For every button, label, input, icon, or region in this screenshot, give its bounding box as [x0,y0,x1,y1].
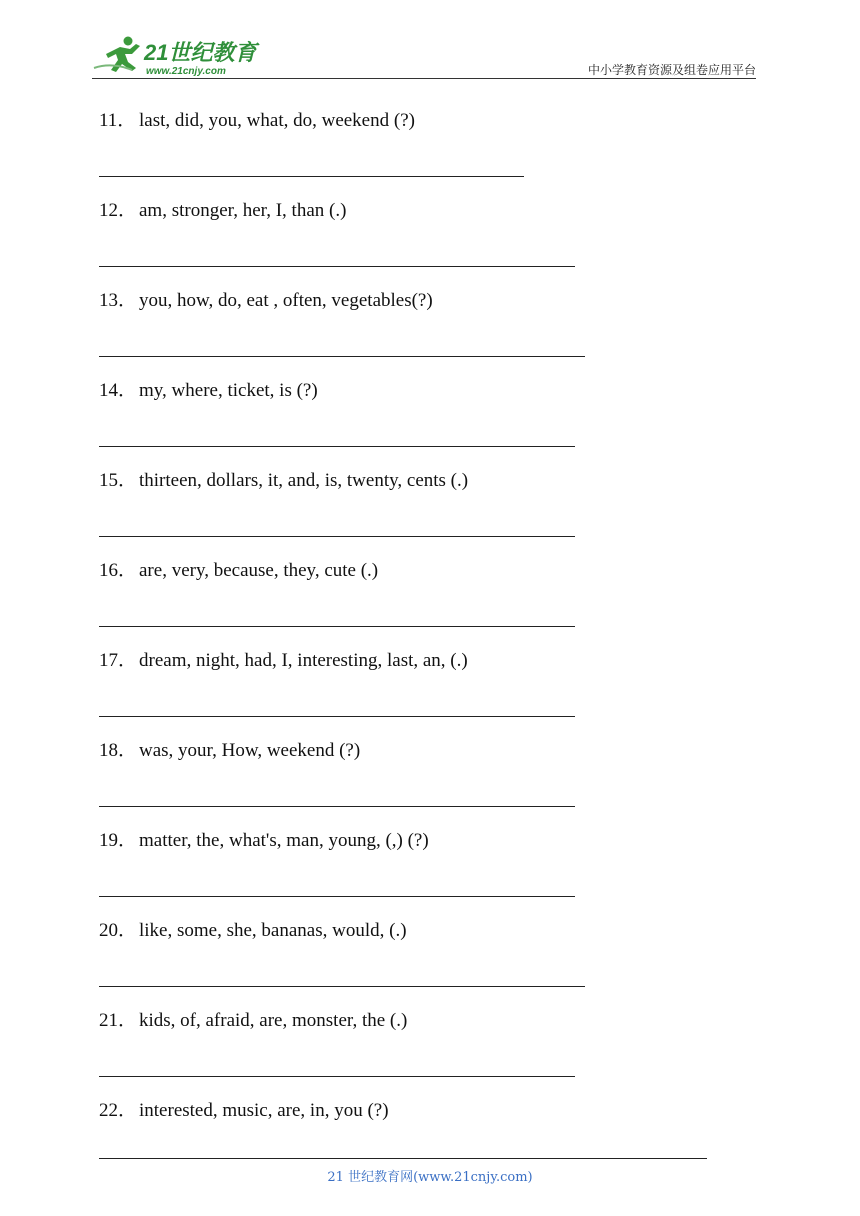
question-15 [99,470,468,492]
question-12 [99,200,346,222]
question-number: 22． [99,1100,138,1121]
page-header [92,34,756,80]
question-number: 21． [99,1010,138,1031]
question-11 [99,110,415,132]
question-number: 12． [99,200,138,221]
question-19 [99,830,429,852]
question-20 [99,920,407,942]
question-text: you, how, do, eat , often, vegetables(?) [139,290,433,311]
answer-line-13[interactable] [99,356,585,357]
question-16 [99,560,378,582]
answer-line-11[interactable] [99,176,524,177]
question-number: 17． [99,650,138,671]
question-number: 11． [99,110,137,131]
question-text: my, where, ticket, is (?) [139,380,318,401]
answer-line-15[interactable] [99,536,575,537]
question-13 [99,290,433,312]
question-number: 19． [99,830,138,851]
question-text: like, some, she, bananas, would, (.) [139,920,407,941]
question-number: 16． [99,560,138,581]
header-tagline: 中小学教育资源及组卷应用平台 [587,63,756,77]
question-number: 20． [99,920,138,941]
question-17 [99,650,468,672]
question-number: 14． [99,380,138,401]
question-22 [99,1100,389,1122]
answer-line-21[interactable] [99,1076,575,1077]
question-18 [99,740,360,762]
answer-line-17[interactable] [99,716,575,717]
question-number: 13． [99,290,138,311]
answer-line-16[interactable] [99,626,575,627]
question-text: was, your, How, weekend (?) [139,740,361,761]
question-text: dream, night, had, I, interesting, last, an, (.) [139,650,468,671]
question-14 [99,380,318,402]
footer-divider [99,1158,707,1159]
answer-line-12[interactable] [99,266,575,267]
question-21 [99,1010,407,1032]
question-text: matter, the, what's, man, young, (,) (?) [139,830,429,851]
header-divider [92,78,756,79]
logo-21cnjy [92,34,262,78]
question-text: am, stronger, her, I, than (.) [139,200,347,221]
answer-line-19[interactable] [99,896,575,897]
question-text: interested, music, are, in, you (?) [139,1100,389,1121]
logo-text: 21世纪教育 [144,40,257,65]
question-number: 15． [99,470,138,491]
question-text: thirteen, dollars, it, and, is, twenty, cents (.) [139,470,469,491]
answer-line-14[interactable] [99,446,575,447]
answer-line-20[interactable] [99,986,585,987]
footer-text: 21 世纪教育网(www.21cnjy.com) [327,1170,533,1185]
question-text: last, did, you, what, do, weekend (?) [139,110,415,131]
answer-line-18[interactable] [99,806,575,807]
question-text: are, very, because, they, cute (.) [139,560,379,581]
logo-url: www.21cnjy.com [146,66,226,77]
question-number: 18． [99,740,138,761]
question-text: kids, of, afraid, are, monster, the (.) [139,1010,408,1031]
